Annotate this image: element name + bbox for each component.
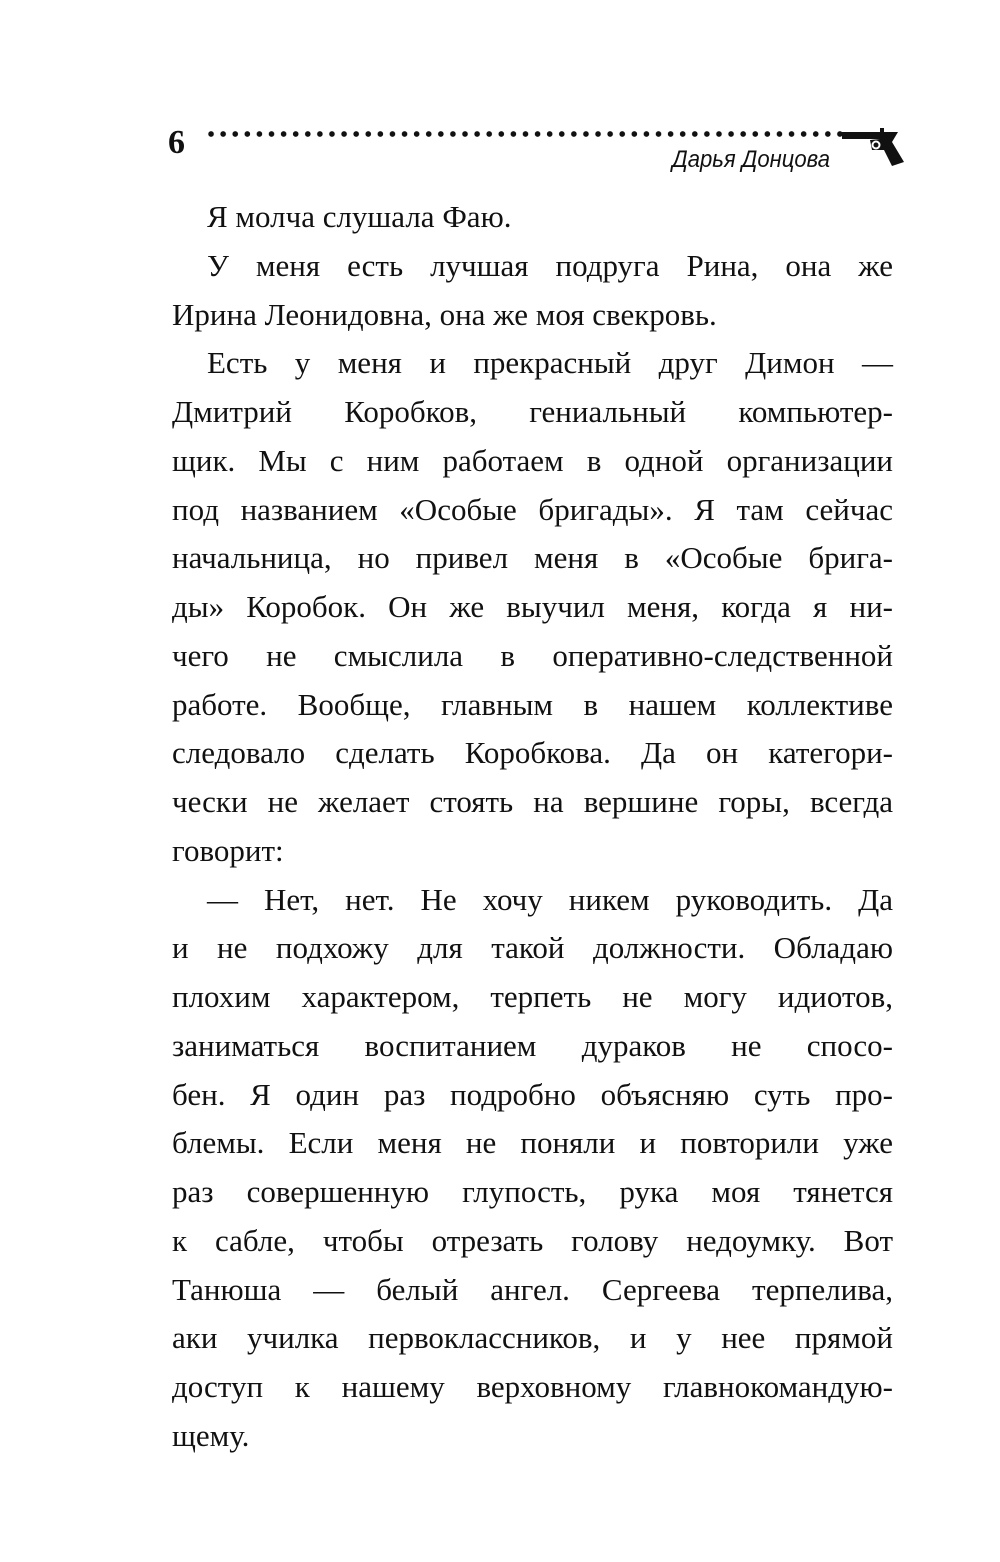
text-line: — Нет, нет. Не хочу никем руководить. Да [207, 881, 893, 917]
text-line: Дмитрий Коробков, гениальный компьютер- [172, 394, 893, 429]
text-line: щик. Мы с ним работаем в одной организации [172, 442, 893, 478]
text-line: аки училка первоклассников, и у нее прямой [172, 1320, 893, 1356]
text-line: У меня есть лучшая подруга Рина, она же [207, 247, 893, 283]
body-text [172, 193, 893, 1461]
text-line: работе. Вообще, главным в нашем коллективе [172, 686, 893, 722]
text-line: говорит: [172, 832, 284, 868]
page-number: 6 [168, 124, 185, 161]
text-line: к сабле, чтобы отрезать голову недоумку. Вот [172, 1222, 893, 1258]
text-line: плохим характером, терпеть не могу идиотов, [172, 979, 893, 1014]
revolver-icon [842, 128, 906, 168]
text-line: чего не смыслила в оперативно-следственной [172, 637, 893, 673]
text-line: бен. Я один раз подробно объясняю суть про- [172, 1076, 893, 1112]
running-head-author: Дарья Донцова [672, 146, 830, 173]
text-line: Танюша — белый ангел. Сергеева терпелива, [172, 1271, 893, 1307]
text-line: доступ к нашему верховному главнокомандую- [172, 1369, 893, 1404]
text-line: начальница, но привел меня в «Особые брига- [172, 540, 893, 576]
text-line: раз совершенную глупость, рука моя тянется [172, 1174, 893, 1209]
text-line: следовало сделать Коробкова. Да он категори- [172, 735, 893, 771]
text-line: заниматься воспитанием дураков не спосо- [172, 1027, 893, 1063]
text-line: Ирина Леонидовна, она же моя свекровь. [172, 296, 717, 332]
text-line: блемы. Если меня не поняли и повторили уже [172, 1125, 893, 1161]
text-line: Я молча слушала Фаю. [207, 199, 512, 234]
text-line: ды» Коробок. Он же выучил меня, когда я ни- [172, 589, 893, 624]
text-line: и не подхожу для такой должности. Обладаю [172, 930, 893, 966]
text-line: Есть у меня и прекрасный друг Димон — [207, 345, 893, 381]
text-line: под названием «Особые бригады». Я там сейчас [172, 491, 893, 527]
text-line: щему. [172, 1417, 250, 1453]
text-line: чески не желает стоять на вершине горы, всегда [172, 784, 893, 819]
dotted-rule [205, 131, 845, 137]
